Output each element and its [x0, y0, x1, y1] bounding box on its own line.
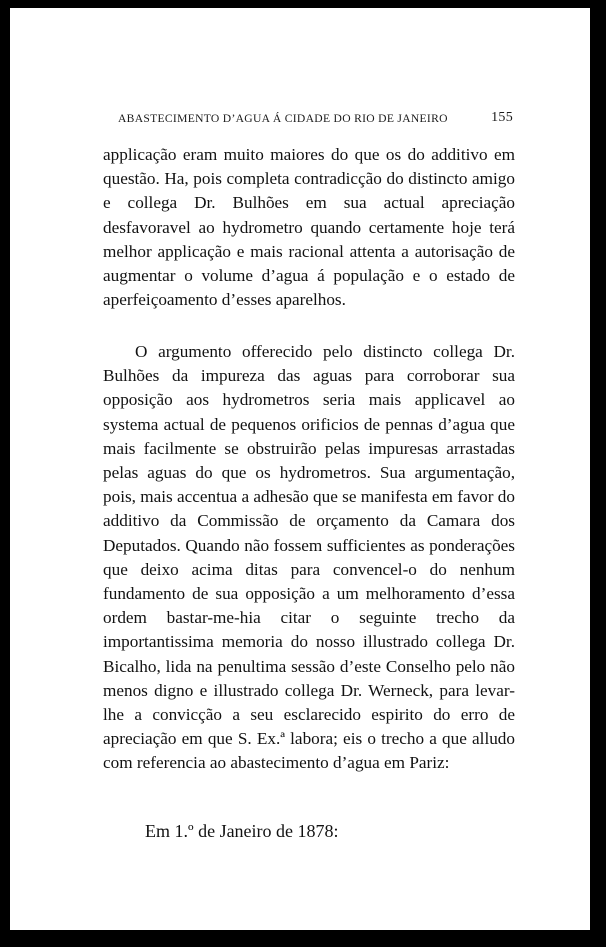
- page-header: [118, 112, 513, 126]
- paragraph-1: applicação eram muito maiores do que os do additivo em questão. Ha, pois completa contradicção do distincto amigo e collega Dr. Bulhões em sua actual apreciação desfavoravel ao hydrometro quando certamente hoje terá melhor applicação e mais racional attenta a autorisação de augmentar o volume d’agua á população e o estado de aperfeiçoamento d’esses aparelhos.: [103, 145, 515, 310]
- page-number: 155: [491, 110, 513, 125]
- paragraph-3: Em 1.º de Janeiro de 1878:: [145, 821, 339, 841]
- running-title: ABASTECIMENTO D’AGUA Á CIDADE DO RIO DE JANEIRO: [118, 112, 448, 125]
- paragraph-2: O argumento offerecido pelo distincto collega Dr. Bulhões da impureza das aguas para corroborar sua opposição aos hydrometros seria mais applicavel ao systema actual de pequenos orificios de pennas d’agua que mais facilmente se obstruirão pelas impuresas arrastadas pelas aguas do que os hydrometros. Sua argumentação, pois, mais accentua a adhesão que se manifesta em favor do additivo da Commissão de orçamento da Camara dos Deputados. Quando não fossem sufficientes as ponderações que deixo acima ditas para convencel-o do nenhum fundamento de sua opposição a um melhoramento d’essa ordem bastar-me-hia citar o seguinte trecho da importantissima memoria do nosso illustrado collega Dr. Bicalho, lida na penultima sessão d’este Conselho pelo não menos digno e illustrado collega Dr. Werneck, para levar-lhe a convicção a seu esclarecido espirito do erro de apreciação em que S. Ex.ª labora; eis o trecho a que alludo com referencia ao abastecimento d’agua em Pariz:: [103, 342, 515, 773]
